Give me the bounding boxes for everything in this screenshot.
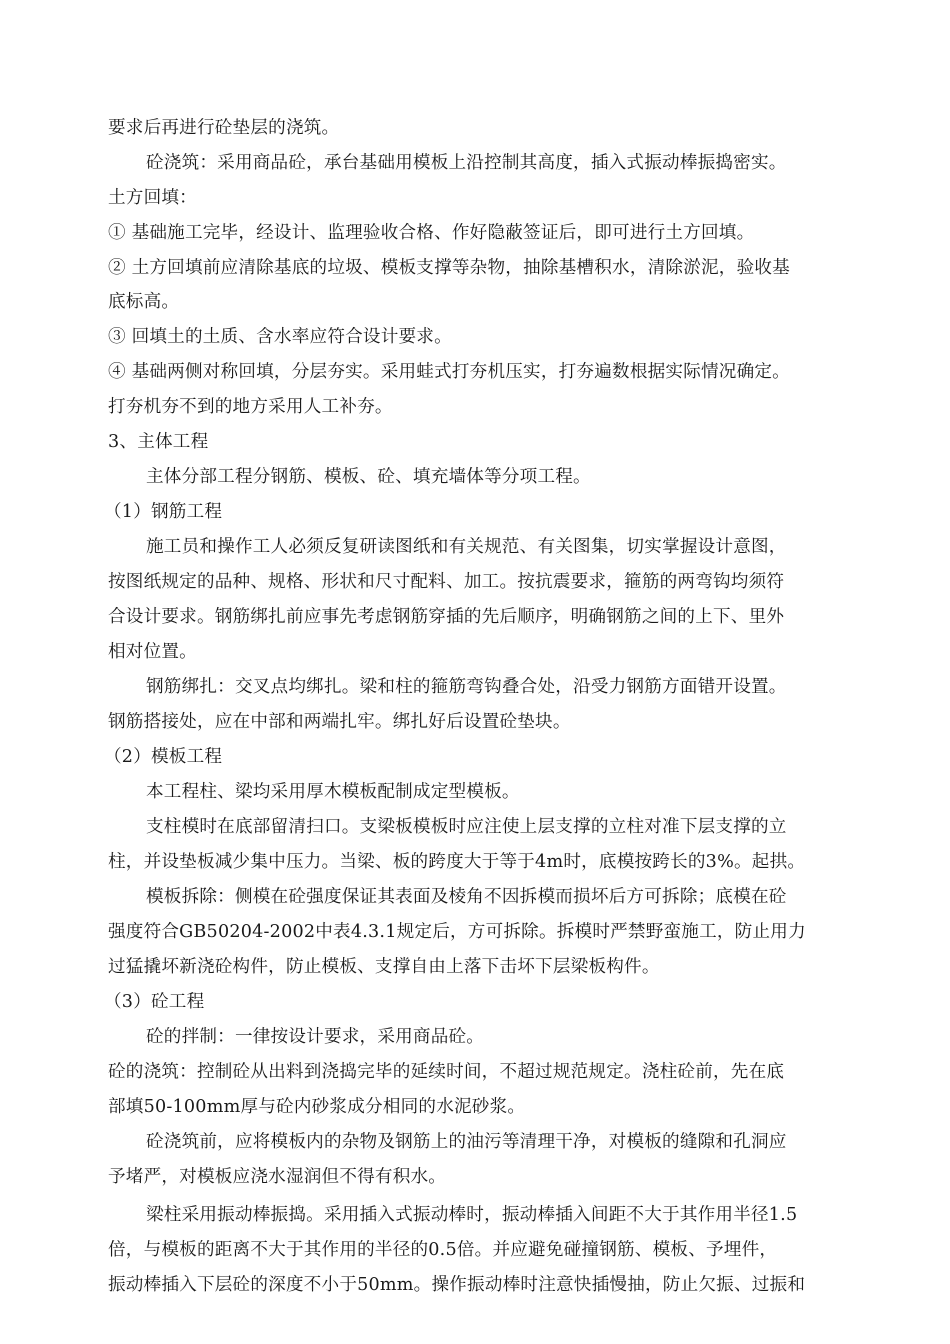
text-line: 要求后再进行砼垫层的浇筑。 (108, 118, 340, 138)
text-line: 底标高。 (108, 292, 180, 312)
text-line: ④ 基础两侧对称回填，分层夯实。采用蛙式打夯机压实，打夯遍数根据实际情况确定。 (108, 362, 790, 382)
text-line: 钢筋搭接处，应在中部和两端扎牢。绑扎好后设置砼垫块。 (108, 712, 571, 732)
text-line: 柱，并设垫板减少集中压力。当梁、板的跨度大于等于4m时，底模按跨长的3%。起拱。 (108, 852, 806, 872)
text-line: 本工程柱、梁均采用厚木模板配制成定型模板。 (146, 782, 520, 802)
text-line: 梁柱采用振动棒振捣。采用插入式振动棒时，振动棒插入间距不大于其作用半径1.5 (146, 1205, 798, 1225)
text-line: 过猛撬坏新浇砼构件，防止模板、支撑自由上落下击坏下层梁板构件。 (108, 957, 660, 977)
text-line: ③ 回填土的土质、含水率应符合设计要求。 (108, 327, 452, 347)
text-line: 主体分部工程分钢筋、模板、砼、填充墙体等分项工程。 (146, 467, 591, 487)
text-line: 部填50-100mm厚与砼内砂浆成分相同的水泥砂浆。 (108, 1097, 526, 1117)
text-line: 按图纸规定的品种、规格、形状和尺寸配料、加工。按抗震要求，箍筋的两弯钩均须符 (108, 572, 785, 592)
text-line: 钢筋绑扎：交叉点均绑扎。梁和柱的箍筋弯钩叠合处，沿受力钢筋方面错开设置。 (146, 677, 787, 697)
text-line: 砼的拌制：一律按设计要求，采用商品砼。 (146, 1027, 485, 1047)
text-line: 合设计要求。钢筋绑扎前应事先考虑钢筋穿插的先后顺序，明确钢筋之间的上下、里外 (108, 607, 785, 627)
text-line: ② 土方回填前应清除基底的垃圾、模板支撑等杂物，抽除基槽积水，清除淤泥，验收基 (108, 258, 790, 278)
text-line: 强度符合GB50204-2002中表4.3.1规定后，方可拆除。拆模时严禁野蛮施工，防止用力 (108, 922, 806, 942)
text-line: 倍，与模板的距离不大于其作用的半径的0.5倍。并应避免碰撞钢筋、模板、予埋件， (108, 1240, 778, 1260)
text-line: 模板拆除：侧模在砼强度保证其表面及棱角不因拆模而损坏后方可拆除；底模在砼 (146, 887, 787, 907)
section-heading: 3、主体工程 (108, 432, 209, 452)
text-line: 振动棒插入下层砼的深度不小于50mm。操作振动棒时注意快插慢抽，防止欠振、过振和 (108, 1275, 806, 1295)
subsection-heading: （2）模板工程 (104, 747, 223, 767)
text-line: 予堵严，对模板应浇水湿润但不得有积水。 (108, 1167, 447, 1187)
text-line: 土方回填： (108, 188, 197, 208)
text-line: 施工员和操作工人必须反复研读图纸和有关规范、有关图集，切实掌握设计意图， (146, 537, 787, 557)
text-line: 支柱模时在底部留清扫口。支梁板模板时应注使上层支撑的立柱对准下层支撑的立 (146, 817, 787, 837)
text-line: 砼的浇筑：控制砼从出料到浇捣完毕的延续时间，不超过规范规定。浇柱砼前，先在底 (108, 1062, 785, 1082)
subsection-heading: （1）钢筋工程 (104, 502, 223, 522)
text-line: 砼浇筑：采用商品砼，承台基础用模板上沿控制其高度，插入式振动棒振捣密实。 (146, 153, 787, 173)
text-line: 砼浇筑前，应将模板内的杂物及钢筋上的油污等清理干净，对模板的缝隙和孔洞应 (146, 1132, 787, 1152)
text-line: 打夯机夯不到的地方采用人工补夯。 (108, 397, 393, 417)
text-line: 相对位置。 (108, 642, 197, 662)
text-line: ① 基础施工完毕，经设计、监理验收合格、作好隐蔽签证后，即可进行土方回填。 (108, 223, 755, 243)
subsection-heading: （3）砼工程 (104, 992, 205, 1012)
